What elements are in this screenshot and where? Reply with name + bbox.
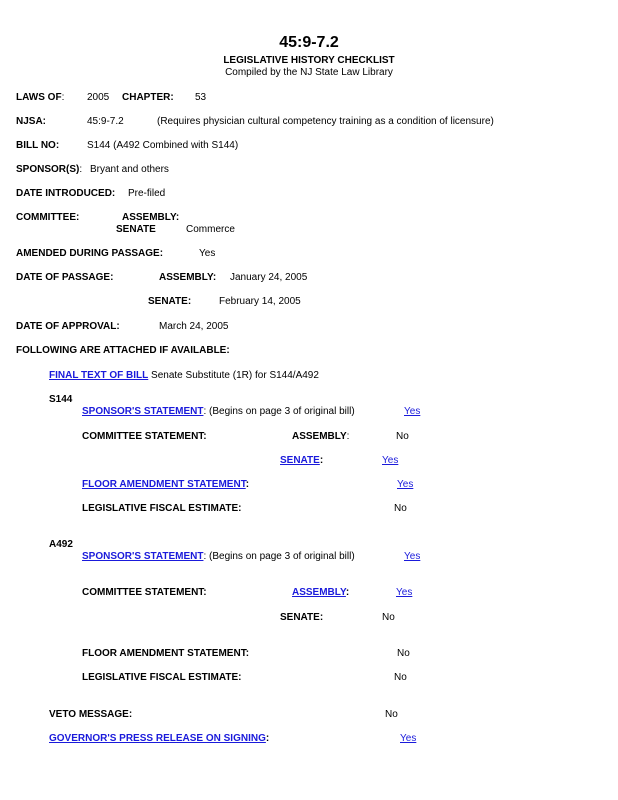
date-introduced-value: Pre-filed <box>128 188 166 199</box>
committee-label: COMMITTEE: <box>16 212 80 223</box>
governor-press-release-link[interactable]: GOVERNOR'S PRESS RELEASE ON SIGNING <box>49 733 266 744</box>
s144-sponsor-statement-row <box>82 406 355 418</box>
s144-sponsor-statement-note: : (Begins on page 3 of original bill) <box>203 406 355 417</box>
s144-sponsor-statement-link[interactable]: SPONSOR'S STATEMENT <box>82 406 204 417</box>
date-introduced-label: DATE INTRODUCED: <box>16 188 116 199</box>
page-subtitle: LEGISLATIVE HISTORY CHECKLIST <box>223 55 395 66</box>
laws-of-label: LAWS OF: <box>16 92 65 103</box>
a492-assembly-row: ASSEMBLY: <box>292 587 350 598</box>
amended-label: AMENDED DURING PASSAGE: <box>16 248 164 259</box>
s144-floor-row: FLOOR AMENDMENT STATEMENT: <box>82 479 250 490</box>
a492-fiscal-value: No <box>394 672 407 683</box>
governor-row: GOVERNOR'S PRESS RELEASE ON SIGNING: <box>49 733 270 744</box>
a492-senate-label: SENATE: <box>280 612 324 623</box>
njsa-description: (Requires physician cultural competency training as a condition of licensure) <box>157 116 494 127</box>
sponsors-value: Bryant and others <box>90 164 169 175</box>
s144-fiscal-value: No <box>394 503 407 514</box>
s144-senate-row: SENATE: <box>280 455 324 466</box>
veto-label: VETO MESSAGE: <box>49 709 133 720</box>
chapter-label: CHAPTER: <box>122 92 174 103</box>
governor-press-release-yes[interactable]: Yes <box>400 733 417 744</box>
a492-assembly-yes[interactable]: Yes <box>396 587 413 598</box>
final-text-link[interactable]: FINAL TEXT OF BILL <box>49 370 149 381</box>
sponsors-label: SPONSOR(S): <box>16 164 83 175</box>
s144-floor-link[interactable]: FLOOR AMENDMENT STATEMENT <box>82 479 246 490</box>
njsa-value: 45:9-7.2 <box>87 116 124 127</box>
bill-no-value: S144 (A492 Combined with S144) <box>87 140 239 151</box>
passage-senate-label: SENATE: <box>148 296 192 307</box>
a492-sponsor-statement-row <box>82 551 355 563</box>
chapter-value: 53 <box>195 92 207 103</box>
s144-floor-yes[interactable]: Yes <box>397 479 414 490</box>
a492-fiscal-label: LEGISLATIVE FISCAL ESTIMATE: <box>82 672 242 683</box>
attached-heading: FOLLOWING ARE ATTACHED IF AVAILABLE: <box>16 345 230 356</box>
page-title: 45:9-7.2 <box>279 34 339 51</box>
s144-fiscal-label: LEGISLATIVE FISCAL ESTIMATE: <box>82 503 242 514</box>
final-text-row <box>49 370 319 382</box>
s144-committee-statement-label: COMMITTEE STATEMENT: <box>82 431 207 442</box>
a492-assembly-link[interactable]: ASSEMBLY <box>292 587 346 598</box>
s144-senate-link[interactable]: SENATE <box>280 455 320 466</box>
committee-assembly-label: ASSEMBLY: <box>122 212 180 223</box>
a492-senate-value: No <box>382 612 395 623</box>
s144-senate-yes[interactable]: Yes <box>382 455 399 466</box>
s144-committee-assembly-label: ASSEMBLY: <box>292 431 350 442</box>
a492-sponsor-statement-link[interactable]: SPONSOR'S STATEMENT <box>82 551 204 562</box>
laws-of-value: 2005 <box>87 92 110 103</box>
a492-sponsor-statement-yes[interactable]: Yes <box>404 551 421 562</box>
amended-value: Yes <box>199 248 216 259</box>
date-of-approval-value: March 24, 2005 <box>159 321 229 332</box>
s144-label: S144 <box>49 394 73 405</box>
compiled-by: Compiled by the NJ State Law Library <box>225 67 393 78</box>
a492-sponsor-statement-note: : (Begins on page 3 of original bill) <box>203 551 355 562</box>
passage-assembly-label: ASSEMBLY: <box>159 272 217 283</box>
date-of-passage-label: DATE OF PASSAGE: <box>16 272 114 283</box>
s144-committee-assembly-value: No <box>396 431 409 442</box>
veto-value: No <box>385 709 398 720</box>
committee-senate-value: Commerce <box>186 224 235 235</box>
date-of-approval-label: DATE OF APPROVAL: <box>16 321 120 332</box>
passage-senate-value: February 14, 2005 <box>219 296 301 307</box>
a492-label: A492 <box>49 539 73 550</box>
a492-floor-label: FLOOR AMENDMENT STATEMENT: <box>82 648 250 659</box>
committee-senate-label: SENATE <box>116 224 156 235</box>
final-text-value: Senate Substitute (1R) for S144/A492 <box>151 370 319 381</box>
a492-floor-value: No <box>397 648 410 659</box>
passage-assembly-value: January 24, 2005 <box>230 272 308 283</box>
s144-sponsor-statement-yes[interactable]: Yes <box>404 406 421 417</box>
a492-committee-statement-label: COMMITTEE STATEMENT: <box>82 587 207 598</box>
bill-no-label: BILL NO: <box>16 140 60 151</box>
njsa-label: NJSA: <box>16 116 47 127</box>
